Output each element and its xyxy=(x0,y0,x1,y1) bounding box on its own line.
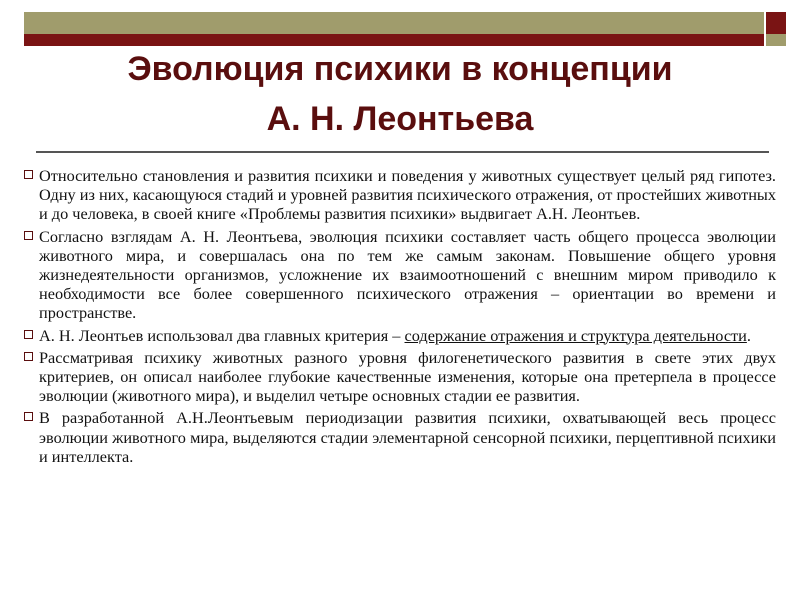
square-bullet-icon xyxy=(24,352,33,361)
bullet-list xyxy=(24,166,776,469)
bullet-text-3-prefix: А. Н. Леонтьев использовал два главных критерия – xyxy=(39,325,405,345)
bullet-item-2 xyxy=(24,227,776,323)
header-corner-square-top xyxy=(766,12,786,34)
bullet-item-5 xyxy=(24,408,776,466)
square-bullet-icon xyxy=(24,412,33,421)
slide-title-line-2: А. Н. Леонтьева xyxy=(266,100,534,138)
bullet-text-1: Относительно становления и развития психики и поведения у животных существует целый ряд гипотез. Одну из них, касающуюся стадий и уровней развития психического отражения, от простейших животных и до человека, в своей книге «Проблемы развития психики» выдвигает А.Н. Леонтьев. xyxy=(39,166,776,224)
bullet-text-3-suffix: . xyxy=(746,325,751,345)
bullet-item-1 xyxy=(24,166,776,224)
bullet-text-4: Рассматривая психику животных разного уровня филогенетического развития в свете этих двух критериев, он описал наиболее глубокие качественные изменения, которые она претерпела в процессе эволюции (животного мира), и выделил четыре основных стадии ее развития. xyxy=(39,347,776,406)
title-divider xyxy=(36,151,769,153)
bullet-text-3-criteria: содержание отражения и структура деятельности xyxy=(404,325,747,345)
square-bullet-icon xyxy=(24,330,33,339)
bullet-item-3 xyxy=(24,326,776,345)
header-dark-red-bar xyxy=(24,34,764,46)
slide-title-line-1: Эволюция психики в концепции xyxy=(127,50,673,88)
header-olive-bar xyxy=(24,12,764,34)
square-bullet-icon xyxy=(24,170,33,179)
bullet-item-4 xyxy=(24,348,776,406)
header-corner-square-bottom xyxy=(766,34,786,46)
bullet-text-2: Согласно взглядам А. Н. Леонтьева, эволюция психики составляет часть общего процесса эволюции животного мира, и совершалась она по тем же самым законам. Повышение общего уровня жизнедеятельности организмов, усложнение их взаимоотношений с внешним миром приводило к необходимости все более совершенного психического отражения – ориентации во времени и пространстве. xyxy=(39,226,776,323)
bullet-text-5: В разработанной А.Н.Леонтьевым периодизации развития психики, охватывающей весь процесс эволюции животного мира, выделяются стадии элементарной сенсорной психики, перцептивной психики и интеллекта. xyxy=(39,408,776,466)
square-bullet-icon xyxy=(24,231,33,240)
